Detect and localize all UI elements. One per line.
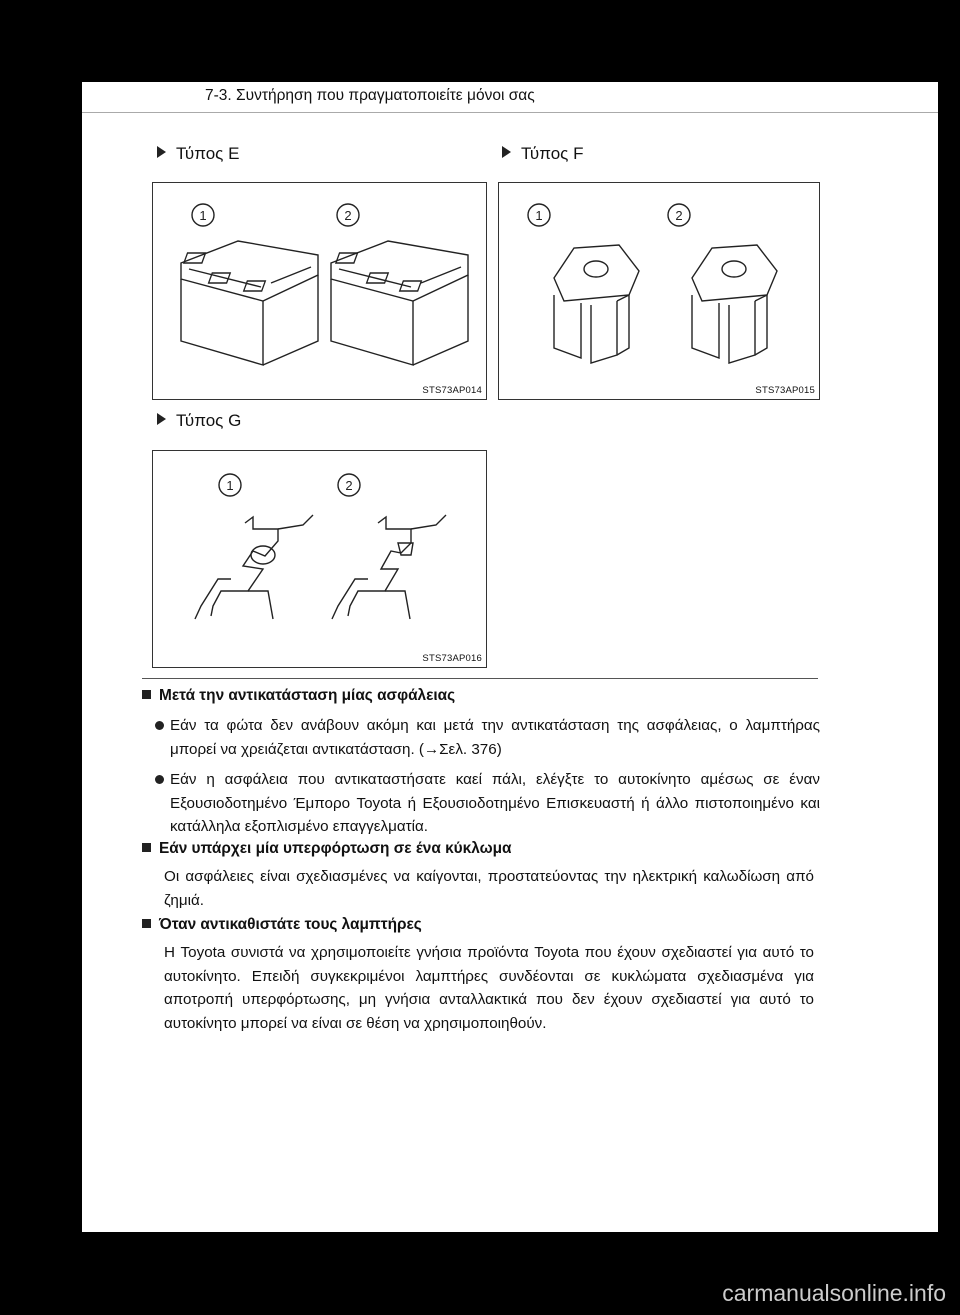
- bullet-item: Εάν τα φώτα δεν ανάβουν ακόμη και μετά την αντικατάσταση της ασφάλειας, ο λαμπτήρας μπορεί να χρειάζεται αντικατάσταση. (→Σελ. 376): [155, 714, 820, 761]
- svg-text:1: 1: [226, 478, 234, 493]
- svg-text:1: 1: [199, 208, 207, 223]
- section-title: 7-3. Συντήρηση που πραγματοποιείτε μόνοι σας: [205, 87, 535, 104]
- figure-code: STS73AP014: [422, 385, 482, 396]
- section-paragraph: Οι ασφάλειες είναι σχεδιασμένες να καίγονται, προστατεύοντας την ηλεκτρική καλωδίωση από ζημιά.: [164, 868, 814, 909]
- section-heading: Όταν αντικαθιστάτε τους λαμπτήρες: [142, 916, 422, 934]
- section-heading: Εάν υπάρχει μία υπερφόρτωση σε ένα κύκλωμα: [142, 840, 511, 858]
- page-header: [82, 82, 938, 110]
- figure-type-e: [152, 182, 487, 400]
- watermark: carmanualsonline.info: [722, 1280, 946, 1306]
- square-bullet-icon: [142, 690, 151, 699]
- type-e-label: Τύπος E: [157, 144, 239, 164]
- bullet-item: Εάν η ασφάλεια που αντικαταστήσατε καεί πάλι, ελέγξτε το αυτοκίνητο αμέσως σε έναν Εξουσιοδοτημένο Έμπορο Toyota ή Εξουσιοδοτημένο Επισκευαστή ή άλλο πιστοποιημένο και κατάλληλα εξοπλισμένο επαγγελματία.: [155, 768, 820, 839]
- figure-type-f: [498, 182, 820, 400]
- manual-page: [82, 82, 938, 1232]
- arrow-right-icon: [157, 146, 166, 158]
- square-bullet-icon: [142, 843, 151, 852]
- round-bullet-icon: [155, 775, 164, 784]
- svg-text:2: 2: [675, 208, 683, 223]
- section-separator: [142, 678, 818, 679]
- square-bullet-icon: [142, 919, 151, 928]
- svg-text:2: 2: [345, 478, 353, 493]
- fuse-type-f-illustration: [499, 183, 819, 399]
- svg-text:2: 2: [344, 208, 352, 223]
- round-bullet-icon: [155, 721, 164, 730]
- figure-code: STS73AP015: [755, 385, 815, 396]
- arrow-right-icon: [157, 413, 166, 425]
- type-g-label: Τύπος G: [157, 411, 241, 431]
- svg-text:1: 1: [535, 208, 543, 223]
- fuse-type-e-illustration: [153, 183, 486, 399]
- figure-code: STS73AP016: [422, 653, 482, 664]
- section-paragraph: Η Toyota συνιστά να χρησιμοποιείτε γνήσια προϊόντα Toyota που έχουν σχεδιαστεί για αυτό το αυτοκίνητο. Επειδή συγκεκριμένοι λαμπτήρες συνδέονται σε κυκλώματα σχεδιασμένα για αποτροπή υπερφόρτωσης, μη γνήσια ανταλλακτικά που δεν έχουν σχεδιαστεί για αυτό το αυτοκίνητο μπορεί να είναι σε θέση να χρησιμοποιηθούν.: [164, 944, 814, 1032]
- figure-type-g: [152, 450, 487, 668]
- arrow-right-icon: [502, 146, 511, 158]
- header-rule: [82, 112, 938, 113]
- type-f-label: Τύπος F: [502, 144, 583, 164]
- fuse-type-g-illustration: [153, 451, 486, 667]
- section-heading: Μετά την αντικατάσταση μίας ασφάλειας: [142, 687, 455, 705]
